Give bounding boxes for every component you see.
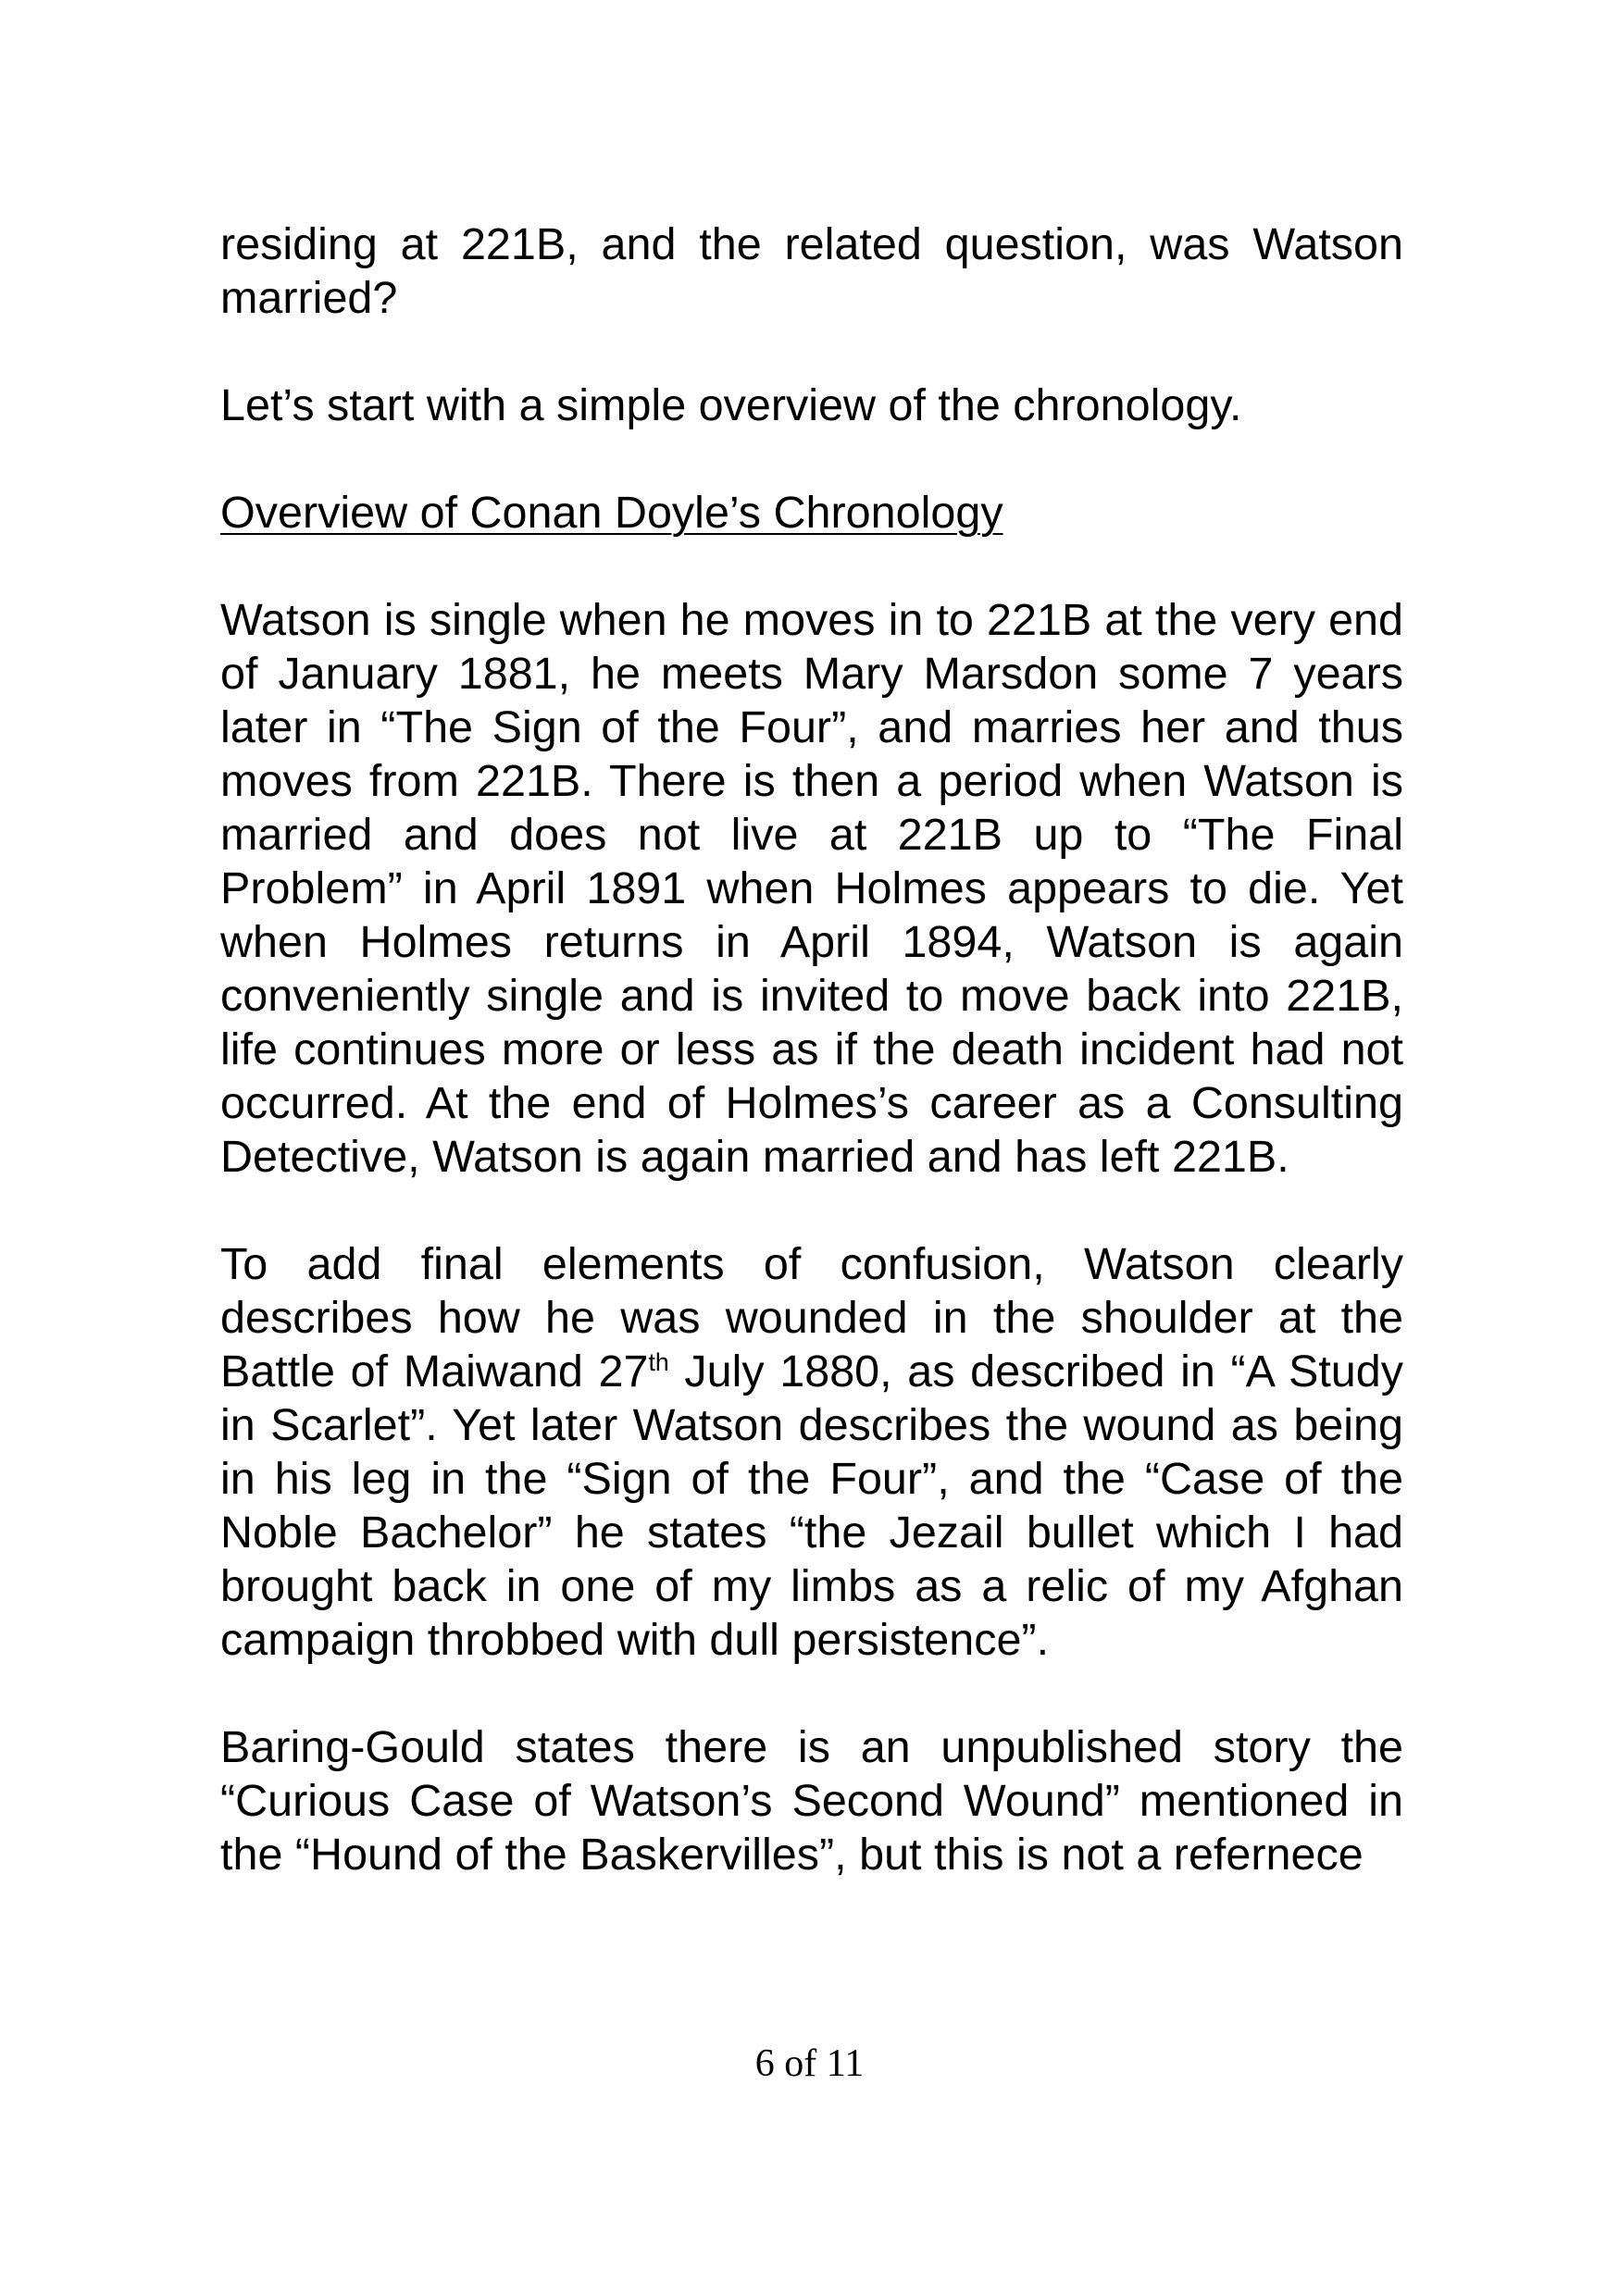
- paragraph-wound: [220, 1237, 1403, 1667]
- paragraph-intro: residing at 221B, and the related question, was Watson married?: [220, 219, 1403, 323]
- paragraph-wound-part-2: July 1880, as described in “A Study in Scarlet”. Yet later Watson describes the wound as being in his leg in the “Sign of the Four”, and the “Case of the Noble Bachelor” he states “the Jezail bullet which I had brought back in one of my limbs as a relic of my Afghan campaign throbbed with dull persistence”.: [220, 1347, 1403, 1665]
- paragraph-baring-gould: Baring-Gould states there is an unpublished story the “Curious Case of Watson’s Second Wound” mentioned in the “Hound of the Baskervilles”, but this is not a refernece: [220, 1722, 1403, 1880]
- paragraph-chronology: Watson is single when he moves in to 221B at the very end of January 1881, he meets Mary Marsdon some 7 years later in “The Sign of the Four”, and marries her and thus moves from 221B. There is then a period when Watson is married and does not live at 221B up to “The Final Problem” in April 1891 when Holmes appears to die. Yet when Holmes returns in April 1894, Watson is again conveniently single and is invited to move back into 221B, life continues more or less as if the death incident had not occurred. At the end of Holmes’s career as a Consulting Detective, Watson is again married and has left 221B.: [220, 595, 1403, 1182]
- ordinal-superscript: th: [648, 1347, 669, 1376]
- page-number: 6 of 11: [754, 2042, 865, 2085]
- document-page: [220, 217, 1403, 1935]
- section-heading: Overview of Conan Doyle’s Chronology: [220, 488, 1003, 538]
- paragraph-overview-lead: Let’s start with a simple overview of the chronology.: [220, 380, 1242, 430]
- paragraph-wound-part-1: To add final elements of confusion, Watson clearly describes how he was wounded in the shoulder at the Battle of Maiwand 27: [220, 1239, 1403, 1396]
